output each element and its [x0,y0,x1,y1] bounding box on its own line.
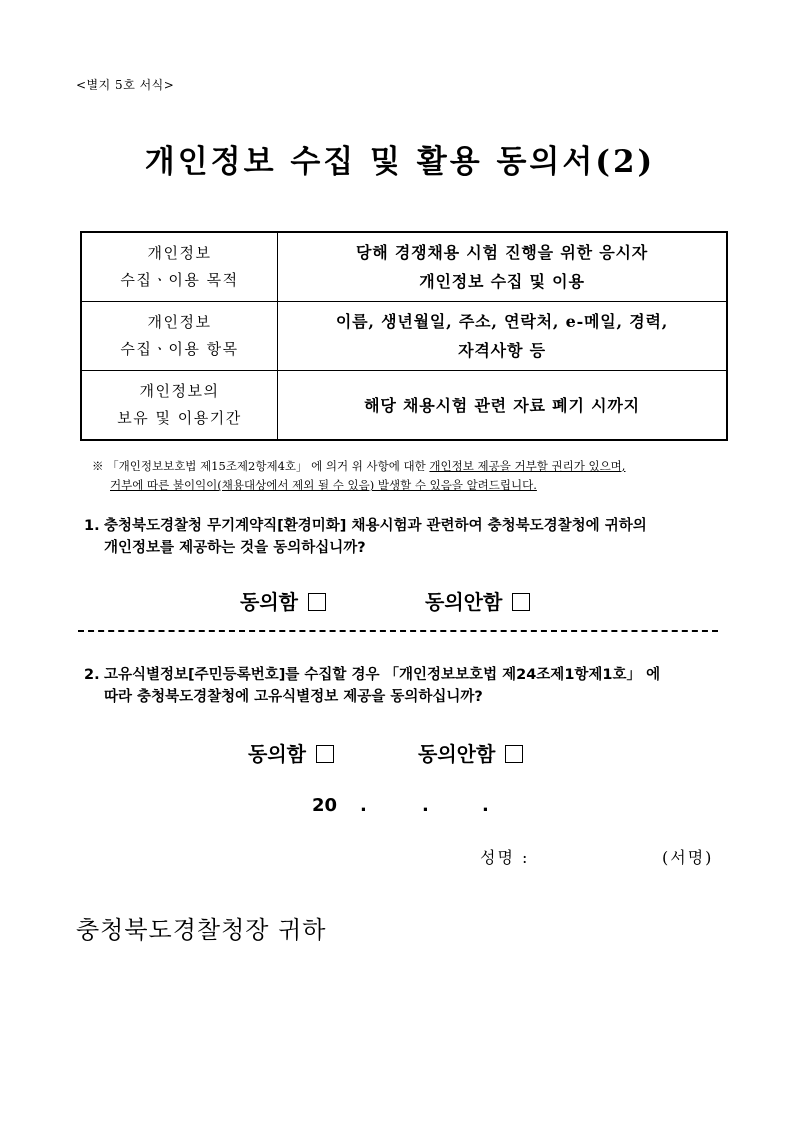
period-label [81,371,278,441]
period-value-line1: 해당 채용시험 관련 자료 폐기 시까지 [364,395,640,415]
purpose-label [81,232,278,302]
items-label-line2: 수집ㆍ이용 항목 [120,340,239,358]
date-separator-1: . [360,795,367,816]
q2-agree-label: 동의함 [248,742,306,766]
items-label-line1: 개인정보 [147,313,212,331]
signature-mark[interactable]: (서명) [662,848,714,867]
q1-disagree-checkbox[interactable] [512,593,530,611]
table-row-purpose [81,232,727,302]
date-line [312,795,489,816]
table-row-period [81,371,727,441]
purpose-value [278,232,728,302]
question-1-line1: 충청북도경찰청 무기계약직[환경미화] 채용시험과 관련하여 충청북도경찰청에 귀하의 [104,518,647,534]
question-1 [84,515,734,559]
period-label-line1: 개인정보의 [139,382,220,400]
document-title: 개인정보 수집 및 활용 동의서(2) [144,144,656,180]
q1-disagree-option[interactable] [425,586,530,615]
date-separator-2: . [422,795,429,816]
notice-line1 [92,457,742,476]
notice-line2-wrap [92,476,742,495]
q1-disagree-label: 동의안함 [425,590,503,614]
purpose-value-line2: 개인정보 수집 및 이용 [419,272,585,291]
period-value [278,371,728,441]
q1-agree-option[interactable] [240,586,326,615]
q2-disagree-option[interactable] [418,738,523,767]
items-label [81,302,278,371]
consent-info-table [80,231,728,441]
question-2-number: 2. [84,667,100,683]
refusal-notice [92,457,742,495]
items-value [278,302,728,371]
question-1-line2: 개인정보를 제공하는 것을 동의하십니까? [104,540,366,556]
question-2-line1: 고유식별정보[주민등록번호]를 수집할 경우 「개인정보보호법 제24조제1항제1호」 에 [104,667,661,683]
table-row-items [81,302,727,371]
q2-agree-checkbox[interactable] [316,745,334,763]
q2-agree-option[interactable] [248,738,334,767]
signature-name-label: 성명 : [480,848,530,867]
purpose-label-line1: 개인정보 [147,244,212,262]
notice-line2: 거부에 따른 불이익이(채용대상에서 제외 될 수 있음) 발생할 수 있음을 알려드립니다. [110,478,537,492]
q2-disagree-label: 동의안함 [418,742,496,766]
dashed-divider [78,630,718,632]
question-2 [84,664,734,708]
notice-mark: ※ [92,459,104,473]
period-label-line2: 보유 및 이용기간 [117,409,242,427]
notice-line1-text: 「개인정보보호법 제15조제2항제4호」 에 의거 위 사항에 대한 [107,459,430,473]
question-2-line2: 따라 충청북도경찰청에 고유식별정보 제공을 동의하십니까? [104,689,483,705]
form-number: <별지 5호 서식> [76,78,175,92]
date-year-prefix: 20 [312,795,338,816]
items-value-line2: 자격사항 등 [458,341,546,360]
question-1-number: 1. [84,518,100,534]
items-value-line1: 이름, 생년월일, 주소, 연락처, e-메일, 경력, [335,312,669,331]
q2-disagree-checkbox[interactable] [505,745,523,763]
q1-agree-label: 동의함 [240,590,298,614]
purpose-label-line2: 수집ㆍ이용 목적 [120,271,239,289]
q1-agree-checkbox[interactable] [308,593,326,611]
notice-right-to-refuse: 개인정보 제공을 거부할 권리가 있으며, [429,459,626,473]
purpose-value-line1: 당해 경쟁채용 시험 진행을 위한 응시자 [356,243,648,262]
recipient: 충청북도경찰청장 귀하 [76,916,327,944]
date-separator-3: . [482,795,489,816]
